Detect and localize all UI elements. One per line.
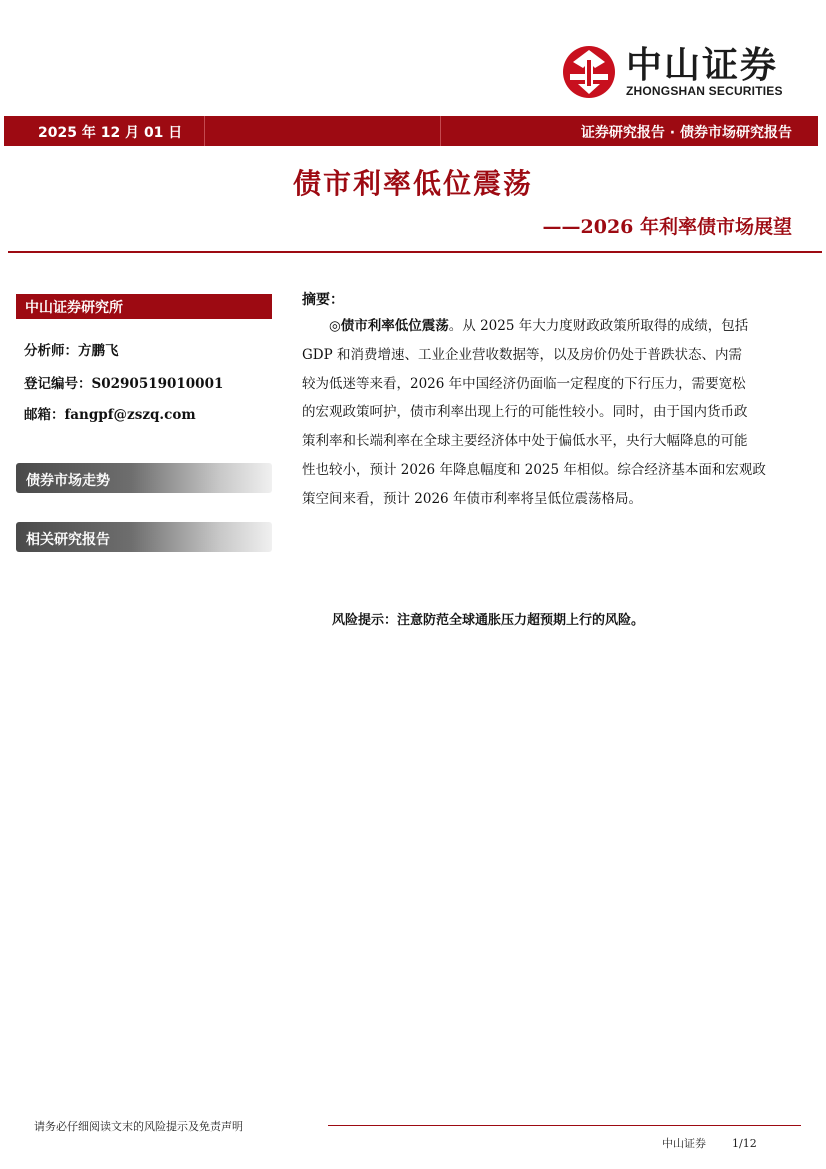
sidebar-institute-header [16,294,272,319]
title-divider [8,251,822,253]
abstract-line: 性也较小，预计 2026 年降息幅度和 2025 年相似。综合经济基本面和宏观政 [302,461,766,478]
analyst-name: 分析师：方鹏飞 [24,343,119,359]
footer-brand: 中山证券 [662,1137,706,1150]
abstract-heading: 摘要： [302,292,344,308]
abstract-line: GDP 和消费增速、工业企业营收数据等，以及房价仍处于普跌状态、内需 [302,346,742,363]
abstract-paragraph [302,312,772,514]
abstract-line: ◎债市利率低位震荡。从 2025 年大力度财政政策所取得的成绩，包括 [329,318,749,334]
section-bond-market-trend-label: 债券市场走势 [26,473,110,489]
header-divider [440,116,441,146]
zhongshan-logo-icon [560,44,620,100]
institute-name: 中山证券研究所 [25,300,123,316]
footer-meta [662,1135,757,1151]
report-category: 证券研究报告 · 债券市场研究报告 [580,125,792,141]
brand-logo [560,44,800,100]
report-title: 债市利率低位震荡 [292,167,533,200]
header-bar [4,116,818,146]
page-number: 1/12 [732,1137,757,1150]
abstract-line: 策利率和长端利率在全球主要经济体中处于偏低水平，央行大幅降息的可能 [302,433,748,450]
report-subtitle: ——2026 年利率债市场展望 [542,216,792,238]
section-related-reports-label: 相关研究报告 [26,532,110,548]
report-date: 2025 年 12 月 01 日 [38,125,183,141]
brand-name-en: ZHONGSHAN SECURITIES [626,84,783,98]
abstract-line: 较为低迷等来看，2026 年中国经济仍面临一定程度的下行压力，需要宽松 [302,375,746,392]
footer-disclaimer: 请务必仔细阅读文末的风险提示及免责声明 [34,1120,243,1133]
header-divider [204,116,205,146]
abstract-line: 的宏观政策呵护，债市利率出现上行的可能性较小。同时，由于国内货币政 [302,404,748,421]
analyst-email: 邮箱：fangpf@zszq.com [24,407,196,423]
section-bond-market-trend [16,463,272,493]
registration-number: 登记编号：S0290519010001 [24,376,224,392]
abstract-lead: ◎债市利率低位震荡 [329,318,449,334]
abstract-line: 策空间来看，预计 2026 年债市利率将呈低位震荡格局。 [302,490,642,507]
footer-divider [328,1125,801,1126]
section-related-reports [16,522,272,552]
risk-warning: 风险提示：注意防范全球通胀压力超预期上行的风险。 [332,613,645,628]
brand-name-cn: 中山证券 [626,45,779,86]
